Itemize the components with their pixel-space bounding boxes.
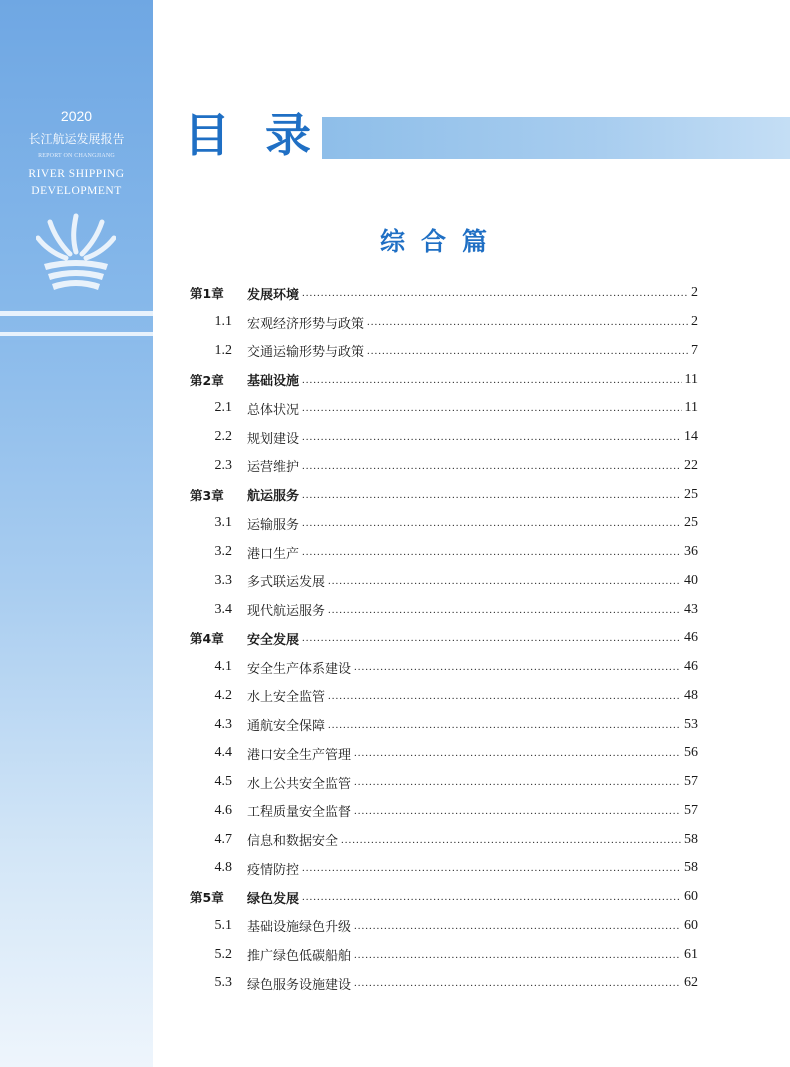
toc-leader-dots <box>354 775 681 789</box>
toc-leader-dots <box>354 804 681 818</box>
toc-entry-number: 1.1 <box>214 314 232 330</box>
toc-section-entry[interactable] <box>190 308 698 337</box>
toc-entry-number: 第2章 <box>190 372 224 388</box>
toc-leader-dots <box>328 689 681 703</box>
sidebar-title-cn: 长江航运发展报告 <box>28 132 125 146</box>
toc-entry-label: 港口安全生产管理 <box>247 747 352 763</box>
toc-entry-page: 14 <box>684 429 698 445</box>
page-title-char-2: 录 <box>265 108 311 162</box>
toc-entry-page: 60 <box>684 889 698 905</box>
toc-entry-number: 3.3 <box>214 572 232 588</box>
toc-entry-label: 规划建设 <box>247 431 300 447</box>
toc-entry-label: 发展环境 <box>247 287 300 303</box>
toc-entry-number: 4.5 <box>214 774 232 790</box>
toc-entry-page: 60 <box>684 917 698 933</box>
toc-section-entry[interactable] <box>190 912 698 941</box>
toc-entry-page: 46 <box>684 659 698 675</box>
toc-entry-page: 22 <box>684 457 698 473</box>
toc-chapter-entry[interactable] <box>190 365 698 394</box>
section-title: 综合篇 <box>380 227 504 256</box>
toc-leader-dots <box>302 631 681 645</box>
toc-leader-dots <box>354 948 681 962</box>
toc-entry-page: 25 <box>684 486 698 502</box>
toc-entry-label: 现代航运服务 <box>247 604 326 620</box>
toc-entry-number: 4.2 <box>214 687 232 703</box>
toc-leader-dots <box>302 488 681 502</box>
changjiang-shipping-logo-icon <box>36 212 116 294</box>
toc-leader-dots <box>367 344 688 358</box>
toc-entry-page: 11 <box>684 371 698 387</box>
toc-chapter-entry[interactable] <box>190 279 698 308</box>
toc-entry-page: 11 <box>684 400 698 416</box>
toc-entry-label: 交通运输形势与政策 <box>247 345 365 361</box>
toc-leader-dots <box>328 718 681 732</box>
sidebar-stripe <box>0 311 153 316</box>
toc-entry-label: 绿色服务设施建设 <box>247 977 352 993</box>
title-bar <box>322 117 790 159</box>
toc-entry-label: 基础设施绿色升级 <box>247 920 352 936</box>
toc-section-entry[interactable] <box>190 653 698 682</box>
toc-entry-page: 61 <box>684 946 698 962</box>
toc-section-entry[interactable] <box>190 538 698 567</box>
toc-leader-dots <box>328 574 681 588</box>
toc-entry-page: 7 <box>691 342 698 358</box>
toc-section-entry[interactable] <box>190 682 698 711</box>
toc-entry-label: 水上公共安全监管 <box>247 776 352 792</box>
toc-entry-page: 56 <box>684 745 698 761</box>
toc-entry-label: 疫情防控 <box>247 862 300 878</box>
toc-leader-dots <box>354 976 681 990</box>
toc-entry-number: 第3章 <box>190 487 224 503</box>
toc-entry-number: 3.2 <box>214 544 232 560</box>
toc-entry-number: 4.8 <box>214 860 232 876</box>
toc-entry-number: 2.2 <box>214 429 232 445</box>
toc-entry-page: 25 <box>684 515 698 531</box>
toc-section-entry[interactable] <box>190 969 698 998</box>
toc-leader-dots <box>302 373 682 387</box>
toc-entry-label: 安全生产体系建设 <box>247 661 352 677</box>
toc-entry-page: 40 <box>684 572 698 588</box>
toc-section-entry[interactable] <box>190 394 698 423</box>
toc-entry-number: 第1章 <box>190 286 224 302</box>
toc-leader-dots <box>302 401 682 415</box>
toc-entry-number: 第5章 <box>190 890 224 906</box>
toc-section-entry[interactable] <box>190 423 698 452</box>
toc-entry-label: 信息和数据安全 <box>247 834 339 850</box>
toc-section-entry[interactable] <box>190 337 698 366</box>
toc-leader-dots <box>302 459 681 473</box>
toc-entry-number: 5.2 <box>214 946 232 962</box>
toc-section-entry[interactable] <box>190 797 698 826</box>
toc-entry-page: 62 <box>684 975 698 991</box>
toc-leader-dots <box>354 746 681 760</box>
toc-entry-label: 工程质量安全监督 <box>247 805 352 821</box>
toc-entry-label: 通航安全保障 <box>247 719 326 735</box>
toc-entry-number: 3.4 <box>214 601 232 617</box>
toc-entry-label: 总体状况 <box>247 402 300 418</box>
toc-entry-page: 46 <box>684 630 698 646</box>
toc-entry-label: 推广绿色低碳船舶 <box>247 949 352 965</box>
toc-leader-dots <box>354 660 681 674</box>
toc-entry-page: 57 <box>684 802 698 818</box>
toc-leader-dots <box>354 919 681 933</box>
toc-section-entry[interactable] <box>190 940 698 969</box>
toc-entry-label: 绿色发展 <box>247 891 300 907</box>
toc-entry-label: 水上安全监管 <box>247 690 326 706</box>
toc-entry-number: 1.2 <box>214 342 232 358</box>
toc-entry-number: 4.6 <box>214 802 232 818</box>
toc-leader-dots <box>341 833 681 847</box>
toc-leader-dots <box>302 286 688 300</box>
toc-section-entry[interactable] <box>190 739 698 768</box>
toc-entry-label: 基础设施 <box>247 374 300 390</box>
page-title-char-1: 目 <box>184 108 230 162</box>
toc-entry-page: 2 <box>691 285 698 301</box>
toc-section-entry[interactable] <box>190 768 698 797</box>
toc-entry-number: 2.3 <box>214 457 232 473</box>
toc-entry-number: 5.3 <box>214 975 232 991</box>
toc-entry-number: 4.1 <box>214 659 232 675</box>
toc-entry-label: 运输服务 <box>247 517 300 533</box>
toc-entry-page: 36 <box>684 544 698 560</box>
sidebar <box>0 0 153 1067</box>
sidebar-year: 2020 <box>60 108 93 124</box>
sidebar-title-en-2: DEVELOPMENT <box>31 185 122 197</box>
toc-section-entry[interactable] <box>190 452 698 481</box>
toc-entry-label: 安全发展 <box>247 632 300 648</box>
sidebar-title-small: REPORT ON CHANGJIANG <box>38 153 115 159</box>
toc-entry-page: 58 <box>684 831 698 847</box>
toc-section-entry[interactable] <box>190 710 698 739</box>
table-of-contents <box>190 279 698 998</box>
toc-entry-number: 2.1 <box>214 400 232 416</box>
toc-section-entry[interactable] <box>190 509 698 538</box>
toc-entry-label: 宏观经济形势与政策 <box>247 316 365 332</box>
toc-chapter-entry[interactable] <box>190 480 698 509</box>
toc-section-entry[interactable] <box>190 595 698 624</box>
toc-entry-label: 多式联运发展 <box>247 575 326 591</box>
toc-leader-dots <box>367 315 688 329</box>
toc-leader-dots <box>302 430 681 444</box>
toc-entry-page: 57 <box>684 774 698 790</box>
toc-entry-page: 53 <box>684 716 698 732</box>
toc-chapter-entry[interactable] <box>190 624 698 653</box>
toc-entry-number: 4.7 <box>214 831 232 847</box>
toc-entry-page: 48 <box>684 687 698 703</box>
toc-leader-dots <box>328 603 681 617</box>
toc-entry-label: 运营维护 <box>247 460 300 476</box>
toc-chapter-entry[interactable] <box>190 883 698 912</box>
toc-section-entry[interactable] <box>190 854 698 883</box>
toc-entry-number: 5.1 <box>214 917 232 933</box>
sidebar-stripe <box>0 332 153 336</box>
toc-leader-dots <box>302 516 681 530</box>
toc-entry-page: 58 <box>684 860 698 876</box>
toc-entry-number: 3.1 <box>214 515 232 531</box>
toc-entry-page: 43 <box>684 601 698 617</box>
toc-leader-dots <box>302 890 681 904</box>
toc-leader-dots <box>302 861 681 875</box>
toc-entry-page: 2 <box>691 314 698 330</box>
toc-entry-number: 第4章 <box>190 631 224 647</box>
toc-entry-number: 4.3 <box>214 716 232 732</box>
toc-entry-number: 4.4 <box>214 745 232 761</box>
toc-leader-dots <box>302 545 681 559</box>
toc-section-entry[interactable] <box>190 567 698 596</box>
toc-section-entry[interactable] <box>190 825 698 854</box>
sidebar-title-en-1: RIVER SHIPPING <box>28 168 125 180</box>
toc-entry-label: 航运服务 <box>247 489 300 505</box>
toc-entry-label: 港口生产 <box>247 546 300 562</box>
